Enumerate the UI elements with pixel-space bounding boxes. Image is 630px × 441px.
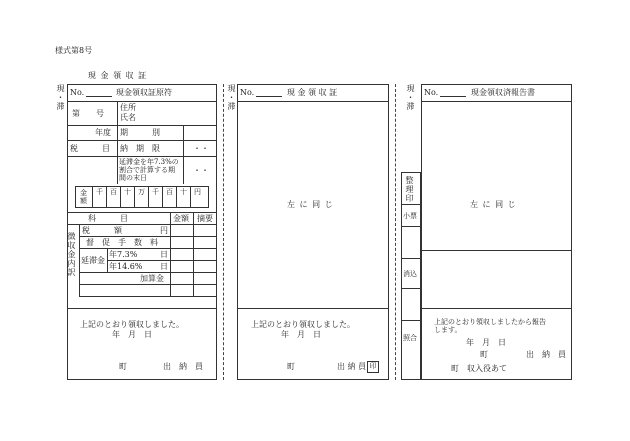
amount-digit-header: 千: [96, 188, 103, 196]
panel2-received-text: 上記のとおり領収しました。: [251, 320, 355, 329]
panel3-frame: [421, 84, 572, 380]
panel1-cashier-label: 出 納 員: [163, 362, 203, 371]
perforation-line-2: [395, 84, 396, 380]
panel3-report-text-2: します。: [434, 326, 462, 334]
panel3-cashier-label: 出 納 員: [526, 350, 566, 359]
panel1-row-additional: 加算金: [140, 274, 164, 283]
panel1-breakdown-item: 科 目: [88, 214, 128, 223]
perforation-line-1: [223, 84, 224, 380]
panel1-row-fee: 督 促 手 数 料: [86, 238, 158, 247]
panel2-header: 現 金 領 収 証: [287, 88, 338, 97]
amount-digit-header: 百: [166, 188, 173, 196]
panel1-header: 現金領収証原符: [116, 88, 172, 97]
panel3-header: 現金領収済報告書: [471, 88, 535, 97]
panel1-date-text: 年 月 日: [112, 330, 152, 339]
panel2-cashier-label: 出 納 員: [337, 362, 367, 371]
side-label-3: 現・滞: [406, 84, 415, 111]
panel1-late-fee-row: 延滞金: [81, 256, 105, 265]
panel1-fiscal-year: 年度: [95, 128, 111, 137]
side-label-2: 現・滞: [227, 84, 236, 111]
panel2-seal: 印: [367, 361, 379, 373]
amount-digit-header: 千: [152, 188, 159, 196]
panel1-row-rate1-unit: 日: [160, 250, 168, 259]
amount-digit-header: 万: [138, 188, 145, 196]
receipt-title: 現 金 領 収 証: [88, 71, 148, 80]
panel3-same-as-left: 左 に 同 じ: [470, 200, 517, 209]
panel3-side-reconcile: 消込: [403, 270, 417, 278]
panel2-date-text: 年 月 日: [281, 330, 321, 339]
panel1-number-label: 第 号: [72, 109, 104, 118]
panel1-type-label: 期 別: [120, 128, 160, 137]
amount-digit-header: 百: [110, 188, 117, 196]
panel1-amount-label: 金額: [80, 189, 87, 205]
form-number: 様式第8号: [55, 46, 93, 55]
panel1-town-label: 町: [119, 362, 127, 371]
panel1-row-rate1: 年7.3%: [109, 250, 138, 259]
panel1-address-label: 住所: [120, 103, 136, 112]
amount-digit-header: 十: [124, 188, 131, 196]
panel3-report-text-1: 上記のとおり領収しましたから報告: [434, 318, 546, 326]
panel2-no: No.: [240, 88, 282, 97]
panel1-received-text: 上記のとおり領収しました。: [80, 320, 184, 329]
panel1-row-tax-unit: 円: [160, 226, 168, 235]
panel3-no: No.: [424, 88, 466, 97]
panel1-late-fee-dots: ・・: [193, 166, 209, 175]
panel3-town-label: 町: [480, 350, 488, 359]
panel1-breakdown-amount: 金額: [173, 214, 189, 223]
side-label-1: 現・滞: [56, 84, 65, 111]
panel3-side-verify: 照合: [403, 334, 417, 342]
panel1-row-tax: 税 額: [82, 226, 122, 235]
amount-digit-header: 十: [180, 188, 187, 196]
panel1-name-label: 氏名: [120, 113, 136, 122]
panel1-due-label: 納 期 限: [120, 144, 160, 153]
panel1-breakdown-remarks: 摘要: [197, 214, 213, 223]
panel1-row-rate2-unit: 日: [160, 262, 168, 271]
panel3-date-text: 年 月 日: [466, 338, 506, 347]
panel3-side-slip: 小票: [403, 212, 417, 220]
panel3-side-seal: 整理印: [405, 176, 414, 203]
panel1-row-rate2: 年14.6%: [109, 262, 143, 271]
panel2-same-as-left: 左 に 同 じ: [287, 200, 334, 209]
amount-digit-header: 円: [194, 188, 201, 196]
panel1-breakdown-vertical: 徴収金内訳: [67, 232, 76, 277]
panel3-recipient-label: 町 収入役あて: [451, 364, 507, 373]
panel2-town-label: 町: [287, 362, 295, 371]
panel1-late-fee-label: 延滞金を年7.3%の割合で計算する期間の末日: [119, 158, 179, 182]
panel1-no: No.: [70, 88, 112, 97]
panel1-tax-label: 税 目: [70, 144, 110, 153]
panel1-due-dots: ・・: [193, 144, 209, 153]
